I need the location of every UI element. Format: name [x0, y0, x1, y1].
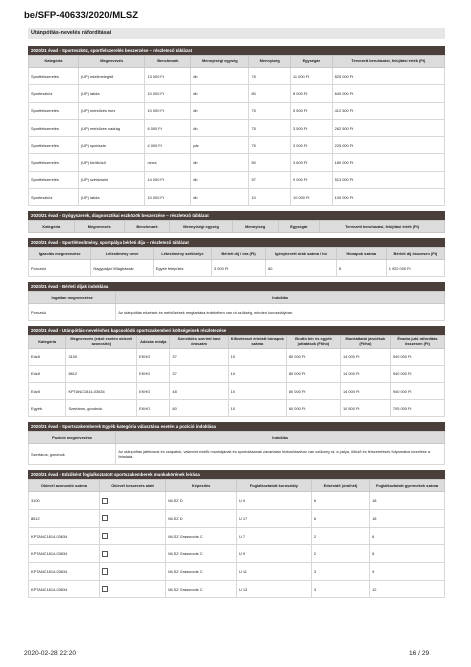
checkbox[interactable] — [102, 533, 108, 539]
table-cell: 1 920 000 Ft — [386, 260, 444, 277]
table-row — [29, 304, 445, 321]
table-cell: db — [191, 68, 249, 85]
table-cell: 3 500 Ft — [291, 119, 333, 136]
table-row — [29, 527, 445, 545]
table-cell: 75 — [249, 68, 291, 85]
table-cell: 75 — [249, 137, 291, 154]
document-id: be/SFP-40633/2020/MLSZ — [24, 10, 139, 21]
column-header: Mennyiségi egység — [170, 221, 232, 233]
table-cell: pár — [191, 137, 249, 154]
table-row — [29, 102, 445, 119]
footer-timestamp: 2020-02-28 22:20 — [24, 650, 77, 657]
table-cell: 4 000 Ft — [145, 137, 191, 154]
position-reason-table — [28, 431, 445, 465]
table-cell: 3 — [311, 563, 369, 581]
table-cell: MLSZ Grassroots C — [166, 527, 237, 545]
checkbox[interactable] — [102, 586, 108, 592]
table-cell: Edző — [29, 348, 66, 365]
column-header: Tervezett beruházási, felújítási érték (Ft) — [320, 221, 445, 233]
section-rental-reason — [28, 282, 445, 321]
table-cell: 10 000 Ft — [291, 189, 333, 206]
column-header: Benchmark — [124, 221, 170, 233]
table-cell: 14 000 Ft — [340, 365, 390, 382]
column-header: Kategória — [29, 221, 75, 233]
table-cell: 825 000 Ft — [332, 68, 444, 85]
table-cell-checkbox — [99, 492, 166, 510]
table-row — [29, 545, 445, 563]
section-medical — [28, 211, 445, 233]
table-cell: KPTANC1814-03634 — [66, 382, 137, 399]
table-cell: 640 000 Ft — [332, 85, 444, 102]
table-cell: EKHO — [137, 382, 170, 399]
table-row — [29, 365, 445, 382]
table-cell: 3 — [311, 580, 369, 598]
table-cell: U 11 — [236, 563, 311, 581]
table-cell: 6 — [311, 492, 369, 510]
table-cell: db — [191, 85, 249, 102]
table-cell: 60 000 Ft — [286, 400, 340, 417]
table-cell: db — [191, 119, 249, 136]
table-row — [29, 85, 445, 102]
table-row — [29, 119, 445, 136]
table-cell: 10 — [228, 365, 286, 382]
table-cell: U 9 — [236, 492, 311, 510]
table-cell: Sportfelszerelés — [29, 68, 79, 85]
table-cell: 11 000 Ft — [291, 68, 333, 85]
column-header: Képesítés — [166, 480, 237, 492]
table-cell: 262 500 Ft — [332, 119, 444, 136]
column-header: Ingatlan megnevezése — [29, 292, 116, 304]
column-header: Kifizetéssel érintett hónapok száma — [228, 336, 286, 348]
section-rental — [28, 238, 445, 277]
table-cell: 3 000 Ft — [212, 260, 266, 277]
section-title: 2020/21 évad - Sportszakemberek Egyéb kategória választása esetén a pozíció indoklása — [28, 422, 445, 431]
table-cell: 940 000 Ft — [390, 382, 444, 399]
table-cell: 6 — [370, 527, 445, 545]
table-cell: Az utánpótlás edzések és mérkőzések megtartása érdekében van rá szükség, minden korosztályban. — [116, 304, 445, 321]
table-cell: Az utánpótlás játékosok és csapatok, valamint edzők munkájának és sportolásának zavartalan biztosításához van szükség rá, a pálya, öltöző és felszerelések folyamatos kezelése a feladata. — [116, 444, 445, 465]
column-header: Igazolás megnevezése — [29, 248, 91, 260]
table-row — [29, 137, 445, 154]
table-cell: Sportfelszerelés — [29, 102, 79, 119]
column-header: Bérleti díj összesen (Ft) — [386, 248, 444, 260]
rental-reason-table — [28, 291, 445, 321]
column-header: Indoklás — [116, 432, 445, 444]
table-cell: 8 — [370, 545, 445, 563]
column-header: Kategória — [29, 56, 79, 68]
table-cell: 9 000 Ft — [291, 171, 333, 188]
section-title: 2020/21 évad - Sporteszköz, sportfelszerelés beszerzése – részletező táblázat — [28, 46, 445, 55]
staff-costs-table — [28, 335, 445, 417]
section-staff-costs — [28, 326, 445, 417]
table-cell: 10 — [249, 189, 291, 206]
column-header: Oklevél beszerzés alatt — [99, 480, 166, 492]
table-cell-checkbox — [99, 580, 166, 598]
table-cell: Sportfelszerelés — [29, 154, 79, 171]
table-cell: Egyéb — [29, 400, 66, 417]
table-cell: U 13 — [236, 580, 311, 598]
checkbox[interactable] — [102, 551, 108, 557]
column-header: Munkáltatói járulékok (Ft/hó) — [340, 336, 390, 348]
column-header: Szerződés szerinti havi óraszám — [170, 336, 228, 348]
table-cell: 9 — [370, 563, 445, 581]
table-cell: Egyéb felépülés — [153, 260, 211, 277]
table-cell: MLSZ Grassroots C — [166, 545, 237, 563]
table-cell: 48 — [170, 382, 228, 399]
main-title: Utánpótlás-nevelés ráfordításai — [28, 28, 445, 39]
column-header: Adózás módja — [137, 336, 170, 348]
table-cell: KPTANC1814-03634 — [29, 563, 100, 581]
table-cell: (UP) labda — [78, 85, 145, 102]
table-row — [29, 382, 445, 399]
table-cell: 14 000 Ft — [340, 348, 390, 365]
column-header: Kategória — [29, 336, 66, 348]
table-cell: 37 — [170, 365, 228, 382]
medical-table — [28, 220, 445, 233]
coach-roles-table — [28, 479, 445, 598]
table-cell: db — [191, 102, 249, 119]
section-title: 2020/21 évad - Edzőként foglalkoztatott sportszakemberek munkakörének leírása — [28, 470, 445, 479]
table-cell: MLSZ D — [166, 510, 237, 528]
table-cell: 18 — [370, 492, 445, 510]
section-title: 2020/21 évad - Sportlétesítmény, sportpálya bérleti díja – részletező táblázat — [28, 238, 445, 247]
column-header: Létesítmény székhelye — [153, 248, 211, 260]
table-cell: 513 000 Ft — [332, 171, 444, 188]
table-cell: 8 — [336, 260, 386, 277]
table-cell: 8 000 Ft — [291, 85, 333, 102]
table-row — [29, 510, 445, 528]
table-cell: 14 000 Ft — [145, 171, 191, 188]
table-cell: Nagypáljai Villágbázsár — [91, 260, 153, 277]
table-cell: 80 — [170, 400, 228, 417]
table-cell: 180 000 Ft — [332, 154, 444, 171]
table-row — [29, 260, 445, 277]
table-cell: EKHO — [137, 365, 170, 382]
checkbox[interactable] — [102, 515, 108, 521]
table-cell: 80 000 Ft — [286, 348, 340, 365]
table-cell: U 9 — [236, 545, 311, 563]
table-cell: db — [191, 171, 249, 188]
table-cell: (UP) edzőmelegítő — [78, 68, 145, 85]
table-cell: 13 000 Ft — [145, 68, 191, 85]
table-cell: (UP) törölköző — [78, 154, 145, 171]
table-cell: db — [191, 189, 249, 206]
column-header: Foglalkoztatott korosztály — [236, 480, 311, 492]
table-cell: db — [191, 154, 249, 171]
table-cell: Szertáros, gondnok — [29, 444, 116, 465]
section-coach-roles — [28, 470, 445, 598]
table-cell: Sportfelszerelés — [29, 137, 79, 154]
table-cell: 12 — [370, 580, 445, 598]
table-cell: 10 — [228, 400, 286, 417]
table-row — [29, 444, 445, 465]
table-cell: EKHO — [137, 348, 170, 365]
table-cell: 10 000 Ft — [145, 189, 191, 206]
table-cell: 80 000 Ft — [286, 365, 340, 382]
table-row — [29, 68, 445, 85]
table-cell: 3 000 Ft — [291, 137, 333, 154]
table-cell: (UP) mérkőzés mez — [78, 102, 145, 119]
document-page — [28, 28, 445, 603]
table-cell: 225 000 Ft — [332, 137, 444, 154]
column-header: Hónapok száma — [336, 248, 386, 260]
table-cell: KPTANC1814-03634 — [29, 527, 100, 545]
section-title: 2020/21 évad - Bérleti díjak indoklása — [28, 282, 445, 291]
table-cell: (UP) labda — [78, 189, 145, 206]
table-cell: MLSZ Grassroots C — [166, 563, 237, 581]
table-cell: 10 500 Ft — [340, 400, 390, 417]
column-header: Megnevezés — [78, 56, 145, 68]
table-row — [29, 492, 445, 510]
table-cell: 100 000 Ft — [332, 189, 444, 206]
table-cell: 75 — [249, 102, 291, 119]
table-row — [29, 171, 445, 188]
table-cell: 10 — [228, 382, 286, 399]
column-header: Benchmark — [145, 56, 191, 68]
table-row — [29, 348, 445, 365]
table-cell: 37 — [170, 348, 228, 365]
table-cell: 57 — [249, 171, 291, 188]
section-title: 2020/21 évad - Gyógyszerek, diagnosztikai eszközök beszerzése – részletező táblázat — [28, 211, 445, 220]
table-cell: nincs — [145, 154, 191, 171]
table-cell: 10 — [228, 348, 286, 365]
table-cell: 2 — [311, 527, 369, 545]
table-row — [29, 563, 445, 581]
table-cell: 6 000 Ft — [145, 119, 191, 136]
table-cell: (UP) széldzseki — [78, 171, 145, 188]
table-cell: 940 000 Ft — [390, 348, 444, 365]
table-cell: 3100 — [66, 348, 137, 365]
column-header: Létesítmény neve — [91, 248, 153, 260]
column-header: Pozíció megnevezése — [29, 432, 116, 444]
equipment-table — [28, 55, 445, 206]
table-cell: 6 — [311, 510, 369, 528]
table-cell: KPTANC1814-03634 — [29, 545, 100, 563]
table-cell: 3100 — [29, 492, 100, 510]
table-cell: Edző — [29, 365, 66, 382]
column-header: Mennyiség — [249, 56, 291, 68]
table-cell: 2 — [311, 545, 369, 563]
table-cell: 18 — [370, 510, 445, 528]
table-cell: (UP) sportszár — [78, 137, 145, 154]
table-cell-checkbox — [99, 563, 166, 581]
table-cell: Sporteszköz — [29, 189, 79, 206]
section-equipment — [28, 46, 445, 206]
table-cell: 75 — [249, 119, 291, 136]
column-header: Egységár — [278, 221, 320, 233]
column-header: Igénybevett órák száma / hó — [266, 248, 337, 260]
table-cell: EKHO — [137, 400, 170, 417]
table-cell: 8612 — [66, 365, 137, 382]
table-cell: 705 000 Ft — [390, 400, 444, 417]
column-header: Mennyiség — [232, 221, 278, 233]
table-cell-checkbox — [99, 527, 166, 545]
table-cell: 5 500 Ft — [291, 102, 333, 119]
table-cell: Sportfelszerelés — [29, 119, 79, 136]
column-header: Bérleti díj / óra (Ft) — [212, 248, 266, 260]
table-cell: U 7 — [236, 527, 311, 545]
table-cell: Porozsló — [29, 260, 91, 277]
table-cell: 80 — [266, 260, 337, 277]
column-header: Évadra jutó ráfordítás összesen (Ft) — [390, 336, 444, 348]
table-cell: 50 — [249, 154, 291, 171]
section-title: 2020/21 évad - Utánpótlás-neveléshez kapcsolódó sportszakemberi költségeinek részletezése — [28, 326, 445, 335]
table-cell: 3 600 Ft — [291, 154, 333, 171]
column-header: Tervezett beruházási, felújítási érték (Ft) — [332, 56, 444, 68]
rental-table — [28, 247, 445, 277]
column-header: Indoklás — [116, 292, 445, 304]
section-position-reason — [28, 422, 445, 465]
column-header: Mennyiségi egység — [191, 56, 249, 68]
table-cell: Sporteszköz — [29, 85, 79, 102]
table-cell: (UP) mérkőzés nadrág — [78, 119, 145, 136]
column-header: Egységár — [291, 56, 333, 68]
table-row — [29, 154, 445, 171]
table-cell: Sportfelszerelés — [29, 171, 79, 188]
table-cell: Szertáros, gondnok — [66, 400, 137, 417]
table-cell: U 17 — [236, 510, 311, 528]
table-cell: Edző — [29, 382, 66, 399]
table-cell: KPTANC1814-03634 — [29, 580, 100, 598]
table-cell: 940 000 Ft — [390, 365, 444, 382]
table-cell: 80 000 Ft — [286, 382, 340, 399]
table-cell: 412 500 Ft — [332, 102, 444, 119]
column-header: Edzésidő (óra/hét) — [311, 480, 369, 492]
table-cell: Porozsló — [29, 304, 116, 321]
column-header: Megnevezés (edző esetén oklevél azonosító) — [66, 336, 137, 348]
footer-page-number: 16 / 29 — [409, 650, 430, 657]
table-cell: MLSZ Grassroots C — [166, 580, 237, 598]
table-row — [29, 189, 445, 206]
table-cell-checkbox — [99, 510, 166, 528]
table-row — [29, 400, 445, 417]
column-header: Megnevezés — [74, 221, 124, 233]
table-cell: 8612 — [29, 510, 100, 528]
table-cell-checkbox — [99, 545, 166, 563]
table-cell: 10 000 Ft — [145, 85, 191, 102]
table-cell: 10 000 Ft — [145, 102, 191, 119]
column-header: Bruttó bér és egyéb juttatások (Ft/hó) — [286, 336, 340, 348]
table-cell: MLSZ D — [166, 492, 237, 510]
checkbox[interactable] — [102, 568, 108, 574]
table-row — [29, 580, 445, 598]
table-cell: 80 — [249, 85, 291, 102]
table-cell: 14 000 Ft — [340, 382, 390, 399]
column-header: Foglalkoztatott gyermekek száma — [370, 480, 445, 492]
column-header: Oklevél azonosító száma — [29, 480, 100, 492]
checkbox[interactable] — [102, 498, 108, 504]
